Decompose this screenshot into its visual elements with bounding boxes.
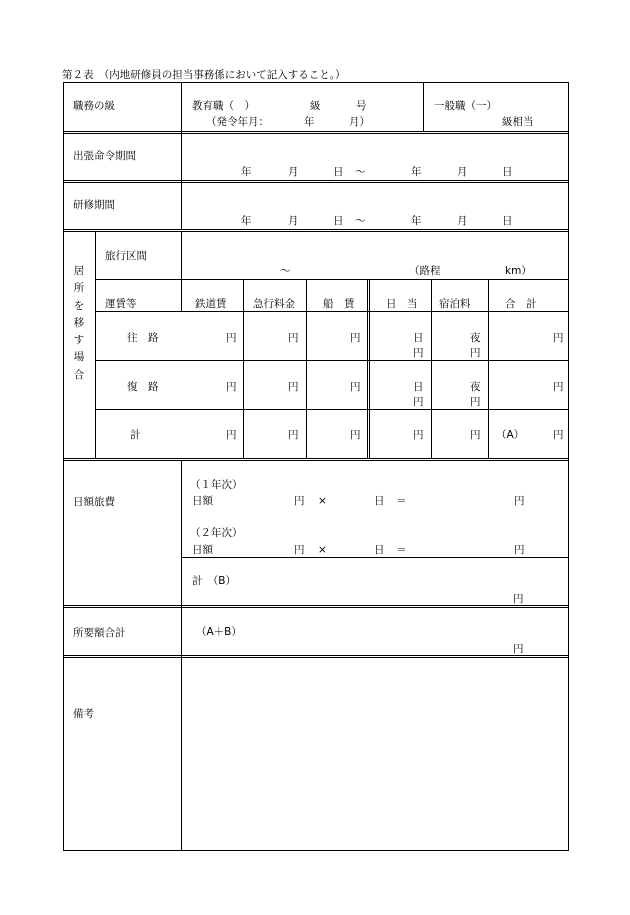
year2-total-yen: 円: [514, 544, 525, 556]
header-fare: 運賃等: [105, 298, 137, 310]
year2-times: ×: [318, 544, 327, 556]
header-rail: 鉄道賃: [195, 298, 227, 310]
outbound-total-yen: 円: [553, 332, 564, 344]
appointment-year-unit: 年: [304, 116, 315, 128]
training-start-year: 年: [241, 215, 252, 227]
return-days-unit: 日: [413, 381, 424, 393]
go-unit: 号: [356, 100, 367, 112]
training-end-month: 月: [457, 215, 468, 227]
total-express-yen: 円: [288, 429, 299, 441]
header-express: 急行料金: [253, 298, 295, 310]
year1-daily-amount-label: 日額: [192, 495, 213, 507]
relocation-total-label: 計: [130, 429, 141, 441]
header-ship: 船 賃: [323, 298, 355, 310]
trip-end-month: 月: [457, 166, 468, 178]
trip-end-day: 日: [502, 166, 513, 178]
year2-label: （２年次）: [190, 527, 243, 539]
year1-day-unit: 日: [374, 495, 385, 507]
total-allowance-yen: 円: [413, 429, 424, 441]
sum-label: 所要額合計: [73, 627, 126, 639]
total-a-marker: （A）: [496, 429, 525, 441]
return-express-yen: 円: [288, 381, 299, 393]
trip-tilde: ～: [355, 166, 366, 178]
outbound-nights-unit: 夜: [470, 332, 481, 344]
travel-section-label: 旅行区間: [105, 250, 147, 262]
relocation-vertical-label: 居所を移す場合: [73, 265, 85, 381]
year2-daily-amount-label: 日額: [192, 544, 213, 556]
header-lodging: 宿泊料: [439, 298, 471, 310]
training-end-year: 年: [411, 215, 422, 227]
year2-equals: ＝: [396, 544, 407, 556]
route-distance-label: （路程: [409, 265, 441, 277]
year2-yen-unit: 円: [294, 544, 305, 556]
sum-ab-label: （A＋B）: [196, 626, 242, 638]
travel-section-tilde: ～: [280, 265, 291, 277]
outbound-express-yen: 円: [288, 332, 299, 344]
sum-yen: 円: [513, 643, 524, 655]
daily-total-b-label: 計 （B）: [192, 575, 236, 587]
return-total-yen: 円: [553, 381, 564, 393]
return-rail-yen: 円: [226, 381, 237, 393]
year1-times: ×: [318, 495, 327, 507]
outbound-ship-yen: 円: [350, 332, 361, 344]
year1-equals: ＝: [396, 495, 407, 507]
header-total: 合 計: [505, 298, 537, 310]
form-header: 第２表 （内地研修員の担当事務係において記入すること。）: [62, 69, 346, 81]
year1-total-yen: 円: [514, 495, 525, 507]
total-a-yen: 円: [553, 429, 564, 441]
kyu-unit: 級: [310, 100, 321, 112]
general-rank: 一般職（一）: [434, 100, 497, 112]
total-lodging-yen: 円: [470, 429, 481, 441]
return-lodging-yen: 円: [470, 396, 481, 408]
trip-start-year: 年: [241, 166, 252, 178]
total-rail-yen: 円: [226, 429, 237, 441]
training-end-day: 日: [502, 215, 513, 227]
return-allowance-yen: 円: [413, 396, 424, 408]
training-start-month: 月: [288, 215, 299, 227]
route-km-unit: km）: [505, 265, 532, 277]
trip-start-day: 日: [333, 166, 344, 178]
outbound-lodging-yen: 円: [470, 347, 481, 359]
return-label: 復 路: [127, 381, 159, 393]
daily-expense-label: 日額旅費: [73, 496, 115, 508]
daily-total-b-yen: 円: [513, 593, 524, 605]
year1-label: （１年次）: [190, 479, 243, 491]
trip-order-label: 出張命令期間: [73, 150, 136, 162]
training-tilde: ～: [355, 215, 366, 227]
outbound-label: 往 路: [127, 332, 159, 344]
outbound-days-unit: 日: [413, 332, 424, 344]
education-rank: 教育職（ ）: [192, 100, 255, 112]
appointment-date-label: （発令年月：: [206, 116, 269, 128]
return-nights-unit: 夜: [470, 381, 481, 393]
year2-day-unit: 日: [374, 544, 385, 556]
appointment-month-unit: 月）: [349, 116, 370, 128]
training-label: 研修期間: [73, 199, 115, 211]
outbound-allowance-yen: 円: [413, 347, 424, 359]
outbound-rail-yen: 円: [226, 332, 237, 344]
total-ship-yen: 円: [350, 429, 361, 441]
remarks-label: 備考: [73, 708, 94, 720]
trip-start-month: 月: [288, 166, 299, 178]
header-daily-allowance: 日 当: [386, 298, 418, 310]
year1-yen-unit: 円: [294, 495, 305, 507]
equivalent-rank: 級相当: [502, 116, 534, 128]
return-ship-yen: 円: [350, 381, 361, 393]
trip-end-year: 年: [411, 166, 422, 178]
training-start-day: 日: [333, 215, 344, 227]
rank-label: 職務の級: [73, 100, 115, 112]
